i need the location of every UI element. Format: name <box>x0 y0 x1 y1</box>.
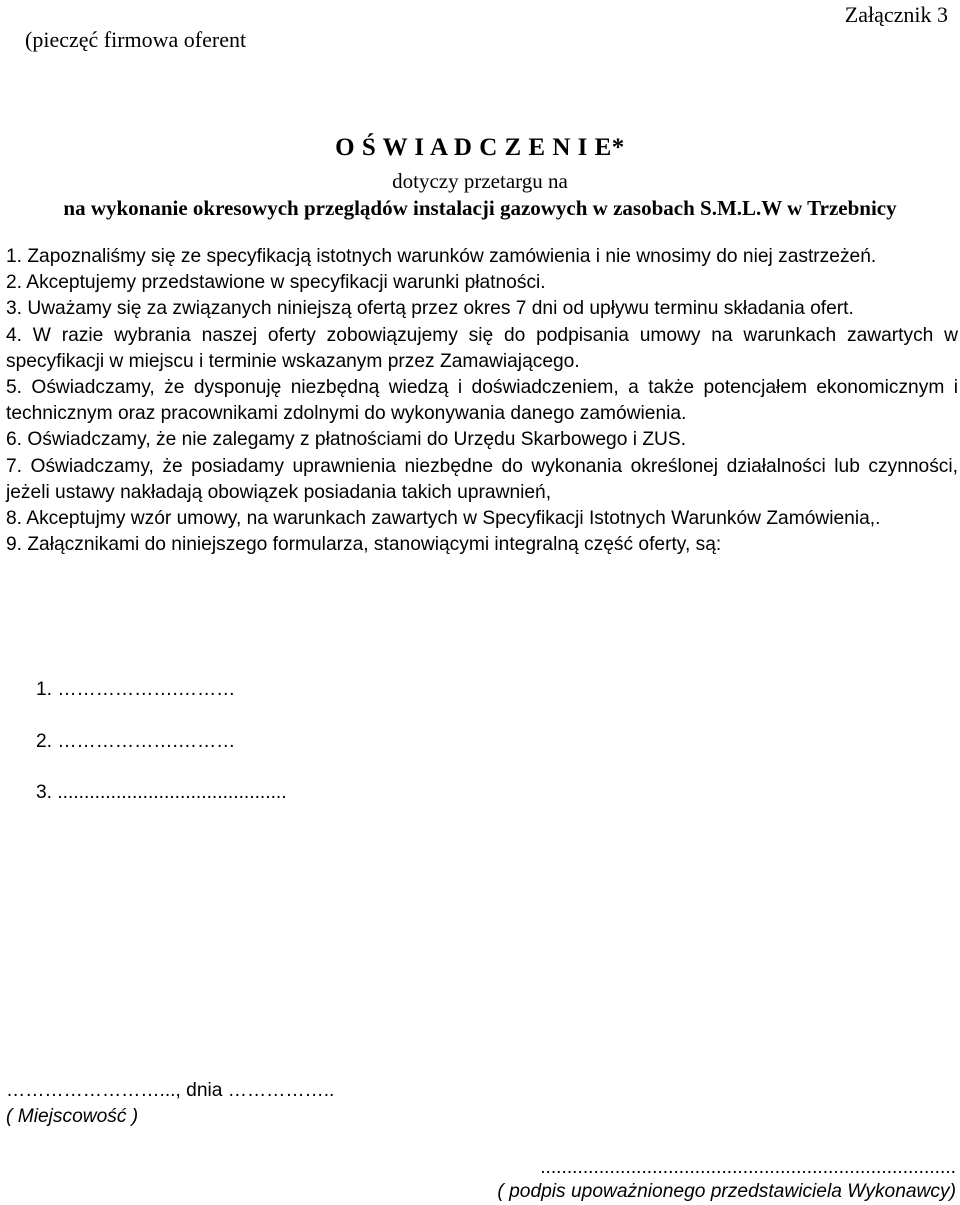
annex-label: Załącznik 3 <box>844 2 948 27</box>
company-stamp-placeholder: (pieczęć firmowa oferent <box>25 27 247 52</box>
statement-item: 9. Załącznikami do niniejszego formularza, stanowiącymi integralną część oferty, są: <box>6 534 722 556</box>
place-label: ( Miejscowość ) <box>6 1106 139 1127</box>
statement-item: 7. Oświadczamy, że posiadamy uprawnienia niezbędne do wykonania określonej działalności lub czynności, jeżeli ustawy nakładają obowiązek posiadania takich uprawnień, <box>6 455 958 503</box>
statement-list <box>6 244 958 558</box>
attachment-line: 2. ……………….……… <box>36 731 236 752</box>
statement-item: 4. W razie wybrania naszej oferty zobowiązujemy się do podpisania umowy na warunkach zawartych w specyfikacji w miejscu i terminie wskazanym przez Zamawiającego. <box>6 324 958 372</box>
tender-subject: na wykonanie okresowych przeglądów instalacji gazowych w zasobach S.M.L.W w Trzebnicy <box>63 196 897 220</box>
statement-item: 5. Oświadczamy, że dysponuję niezbędną wiedzą i doświadczeniem, a także potencjałem ekonomicznym i technicznym oraz pracownikami zdolnymi do wykonywania danego zamówienia. <box>6 377 958 425</box>
signature-label: ( podpis upoważnionego przedstawiciela Wykonawcy) <box>497 1181 956 1202</box>
statement-item: 1. Zapoznaliśmy się ze specyfikacją istotnych warunków zamówienia i nie wnosimy do niej zastrzeżeń. <box>6 246 877 267</box>
signature-line: .............................................................................. <box>540 1157 956 1178</box>
document-subtitle: dotyczy przetargu na <box>392 169 568 193</box>
statement-item: 3. Uważamy się za związanych niniejszą ofertą przez okres 7 dni od upływu terminu składania ofert. <box>6 298 854 320</box>
statement-item: 8. Akceptujmy wzór umowy, na warunkach zawartych w Specyfikacji Istotnych Warunków Zamówienia,. <box>6 508 881 530</box>
attachment-line: 3. ........................................... <box>36 782 287 803</box>
attachment-line: 1. ……………….……… <box>36 679 236 700</box>
statement-item: 2. Akceptujemy przedstawione w specyfikacji warunki płatności. <box>6 272 546 294</box>
document-title: O Ś W I A D C Z E N I E* <box>335 134 625 161</box>
statement-item: 6. Oświadczamy, że nie zalegamy z płatnościami do Urzędu Skarbowego i ZUS. <box>6 429 687 451</box>
place-date-line: ……………………..., dnia …………….. <box>6 1080 335 1101</box>
